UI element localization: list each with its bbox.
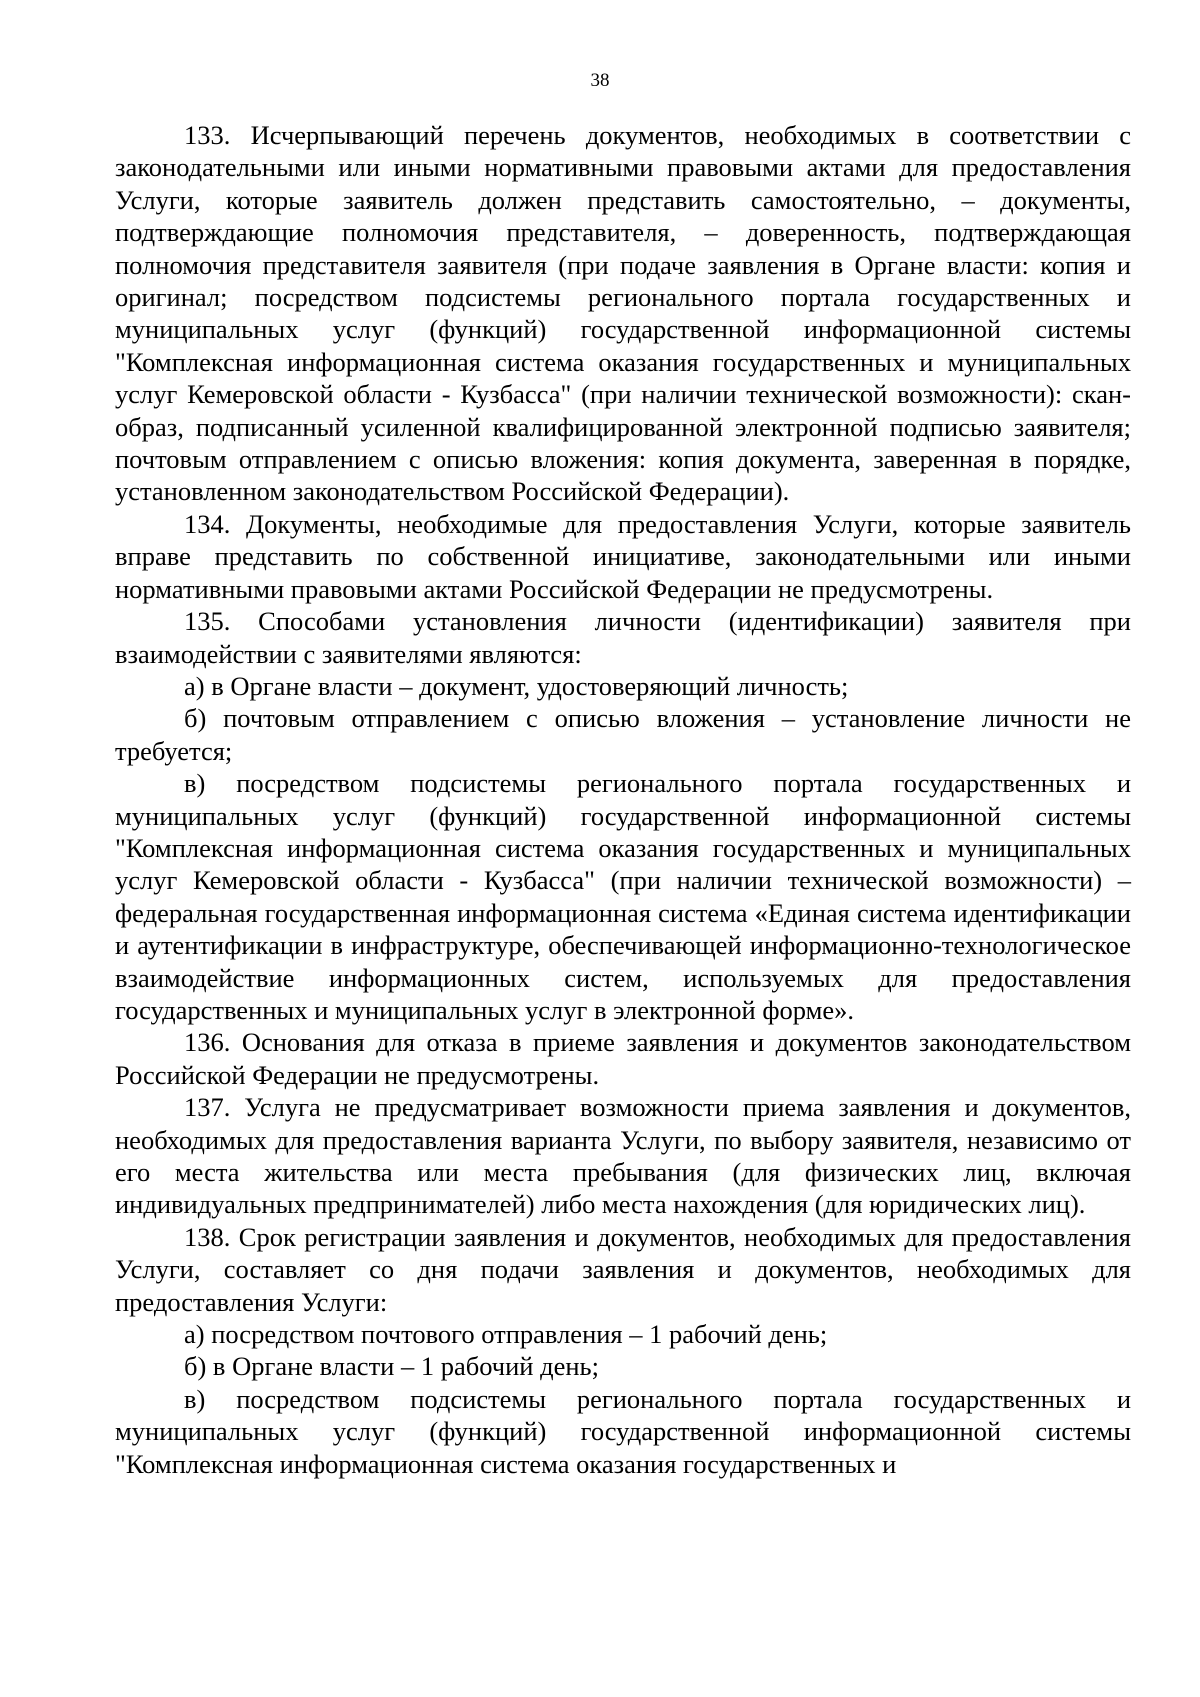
paragraph-135: 135. Способами установления личности (идентификации) заявителя при взаимодействии с заявителями являются:: [115, 606, 1131, 669]
paragraph-134: 134. Документы, необходимые для предоставления Услуги, которые заявитель вправе представить по собственной инициативе, законодательными или иными нормативными правовыми актами Российской Федерации не предусмотрены.: [115, 508, 1131, 604]
paragraph-138-v: в) посредством подсистемы регионального портала государственных и муниципальных услуг (функций) государственной информационной системы "Комплексная информационная система оказания государственных и: [115, 1383, 1131, 1479]
paragraph-137: 137. Услуга не предусматривает возможности приема заявления и документов, необходимых для предоставления варианта Услуги, по выбору заявителя, независимо от его места жительства или места пребывания (для физических лиц, включая индивидуальных предпринимателей) либо места нахождения (для юридических лиц).: [115, 1092, 1131, 1220]
paragraph-133: 133. Исчерпывающий перечень документов, необходимых в соответствии с законодательными или иными нормативными правовыми актами для предоставления Услуги, которые заявитель должен представить самостоятельно, – документы, подтверждающие полномочия представителя, – доверенность, подтверждающая полномочия представителя заявителя (при подаче заявления в Органе власти: копия и оригинал; посредством подсистемы регионального портала государственных и муниципальных услуг (функций) государственной информационной системы "Комплексная информационная система оказания государственных и муниципальных услуг Кемеровской области - Кузбасса" (при наличии технической возможности): скан-образ, подписанный усиленной квалифицированной электронной подписью заявителя; почтовым отправлением с описью вложения: копия документа, заверенная в порядке, установленном законодательством Российской Федерации).: [115, 120, 1131, 507]
paragraph-138-b: б) в Органе власти – 1 рабочий день;: [184, 1351, 599, 1382]
paragraph-135-b: б) почтовым отправлением с описью вложения – установление личности не требуется;: [115, 703, 1131, 766]
paragraph-135-v: в) посредством подсистемы регионального портала государственных и муниципальных услуг (функций) государственной информационной системы "Комплексная информационная система оказания государственных и муниципальных услуг Кемеровской области - Кузбасса" (при наличии технической возможности) – федеральная государственная информационная система «Единая система идентификации и аутентификации в инфраструктуре, обеспечивающей информационно-технологическое взаимодействие информационных систем, используемых для предоставления государственных и муниципальных услуг в электронной форме».: [115, 768, 1131, 1025]
paragraph-138-a: а) посредством почтового отправления – 1 рабочий день;: [184, 1319, 828, 1350]
paragraph-138: 138. Срок регистрации заявления и документов, необходимых для предоставления Услуги, составляет со дня подачи заявления и документов, необходимых для предоставления Услуги:: [115, 1221, 1131, 1317]
document-body: [115, 119, 1131, 1480]
page-number: 38: [590, 70, 610, 91]
paragraph-135-a: а) в Органе власти – документ, удостоверяющий личность;: [184, 670, 849, 701]
paragraph-136: 136. Основания для отказа в приеме заявления и документов законодательством Российской Федерации не предусмотрены.: [115, 1027, 1131, 1090]
